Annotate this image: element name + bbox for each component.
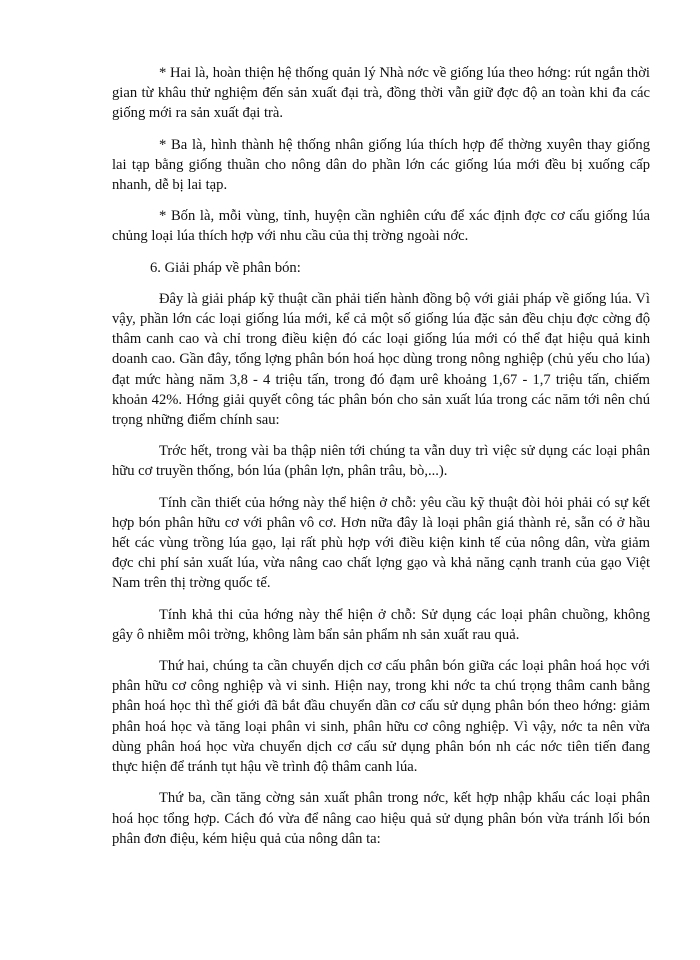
paragraph-phan-huu-co-truyen-thong: Trớc hết, trong vài ba thập niên tới chúng ta vẫn duy trì việc sử dụng các loại phân hữu cơ truyền thống, bón lúa (phân lợn, phân trâu, bò,...). [112,443,650,480]
paragraph-quan-ly-nha-nuoc: * Hai là, hoàn thiện hệ thống quản lý Nhà nớc về giống lúa theo hớng: rút ngắn thời gian từ khâu thử nghiệm đến sản xuất đại trà, đồng thời vẫn giữ đợc độ an toàn khi đa các giống mới ra sản xuất đại trà. [112,65,650,122]
paragraph-co-cau-giong-lua: * Bốn là, mỗi vùng, tỉnh, huyện cần nghiên cứu để xác định đợc cơ cấu giống lúa chủng loại lúa thích hợp với nhu cầu của thị trờng ngoài nớc. [112,208,650,245]
paragraph-nhan-giong-lua: * Ba là, hình thành hệ thống nhân giống lúa thích hợp để thờng xuyên thay giống lai tạp bằng giống thuần cho nông dân do phần lớn các giống lúa mới đều bị xuống cấp nhanh, dễ bị lai tạp. [112,136,650,194]
document-body [112,63,650,860]
paragraph-thu-hai: Thứ hai, chúng ta cần chuyển dịch cơ cấu phân bón giữa các loại phân hoá học với phân hữu cơ công nghiệp và vi sinh. Hiện nay, trong khi nớc ta chú trọng thâm canh bằng phân hoá học thì thế giới đã bắt đầu chuyển dần cơ cấu sử dụng phân bón theo hớng: giảm phân hoá học và tăng loại phân vi sinh, phân hữu cơ công nghiệp. Vì vậy, nớc ta nên vừa dùng phân hoá học vừa chuyển dịch cơ cấu sử dụng phân bón nh các nớc tiên tiến đang thực hiện để tránh tụt hậu về trình độ thâm canh lúa. [112,658,650,776]
paragraph-thu-ba: Thứ ba, cần tăng cờng sản xuất phân trong nớc, kết hợp nhập khẩu các loại phân hoá học tổng hợp. Cách đó vừa để nâng cao hiệu quả sử dụng phân bón vừa tránh lối bón phân đơn điệu, kém hiệu quả của nông dân ta: [112,790,650,847]
paragraph-tinh-can-thiet: Tính cần thiết của hớng này thể hiện ở chỗ: yêu cầu kỹ thuật đòi hỏi phải có sự kết hợp bón phân hữu cơ với phân vô cơ. Hơn nữa đây là loại phân giá thành rẻ, sẵn có ở hầu hết các vùng trồng lúa gạo, lại rất phù hợp với điều kiện kinh tế của nông dân, vừa giảm đợc chi phí sản xuất lúa, vừa nâng cao chất lợng gạo và khả năng cạnh tranh của gạo Việt Nam trên thị trờng quốc tế. [112,494,650,592]
section-heading-phan-bon: 6. Giải pháp về phân bón: [150,259,301,276]
paragraph-giai-phap-ky-thuat: Đây là giải pháp kỹ thuật cần phải tiến hành đồng bộ với giải pháp về giống lúa. Vì vậy, phần lớn các loại giống lúa mới, kể cả một số giống lúa đặc sản đều chịu đợc cờng độ thâm canh cao và chỉ trong điều kiện đó các loại giống lúa mới có thể đạt hiệu quả kinh doanh cao. Gần đây, tổng lợng phân bón hoá học dùng trong nông nghiệp (chủ yếu cho lúa) đạt mức hàng năm 3,8 - 4 triệu tấn, trong đó đạm urê khoảng 1,67 - 1,7 triệu tấn, chiếm khoản 42%. Hớng giải quyết công tác phân bón cho sản xuất lúa trong các năm tới nên chú trọng những điểm chính sau: [112,290,650,429]
paragraph-tinh-kha-thi: Tính khả thi của hớng này thể hiện ở chỗ: Sử dụng các loại phân chuồng, không gây ô nhiễm môi trờng, không làm bẩn sản phẩm nh sản xuất rau quả. [112,606,650,643]
